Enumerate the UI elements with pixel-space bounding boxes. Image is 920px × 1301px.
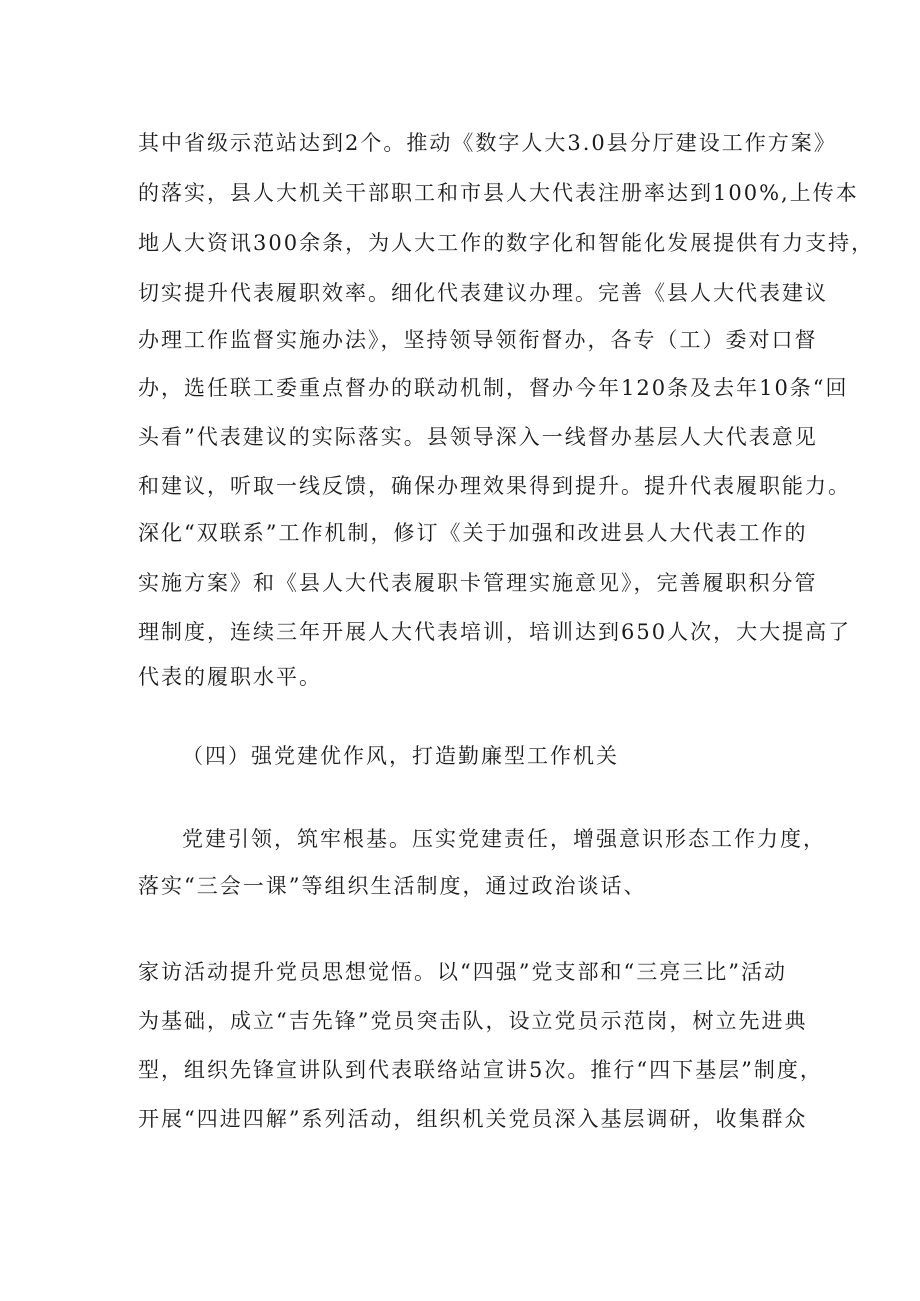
section-heading: （四）强党建优作风，打造勤廉型工作机关 bbox=[182, 744, 619, 768]
paragraph-line: 地人大资讯300余条，为人大工作的数字化和智能化发展提供有力支持， bbox=[138, 231, 875, 255]
paragraph-line: 代表的履职水平。 bbox=[138, 665, 322, 689]
paragraph-line: 党建引领，筑牢根基。压实党建责任，增强意识形态工作力度， bbox=[182, 827, 826, 851]
paragraph-line: 和建议，听取一线反馈，确保办理效果得到提升。提升代表履职能力。 bbox=[138, 474, 851, 498]
paragraph-line: 理制度，连续三年开展人大代表培训，培训达到650人次，大大提高了 bbox=[138, 620, 852, 644]
paragraph-line: 的落实，县人大机关干部职工和市县人大代表注册率达到100%,上传本 bbox=[138, 181, 859, 205]
paragraph-line: 深化“双联系”工作机制，修订《关于加强和改进县人大代表工作的 bbox=[138, 521, 808, 545]
paragraph-line: 家访活动提升党员思想觉悟。以“四强”党支部和“三亮三比”活动 bbox=[138, 960, 787, 984]
paragraph-line: 办理工作监督实施办法》，坚持领导领衔督办，各专（工）委对口督 bbox=[138, 328, 818, 352]
paragraph-line: 实施方案》和《县人大代表履职卡管理实施意见》，完善履职积分管 bbox=[138, 571, 818, 595]
paragraph-line: 切实提升代表履职效率。细化代表建议办理。完善《县人大代表建议 bbox=[138, 281, 828, 305]
paragraph-line: 头看”代表建议的实际落实。县领导深入一线督办基层人大代表意见 bbox=[138, 425, 818, 449]
paragraph-line: 办，选任联工委重点督办的联动机制，督办今年120条及去年10条“回 bbox=[138, 376, 849, 400]
paragraph-line: 为基础，成立“吉先锋”党员突击队，设立党员示范岗，树立先进典 bbox=[138, 1009, 808, 1033]
paragraph-line: 其中省级示范站达到2个。推动《数字人大3.0县分厅建设工作方案》 bbox=[138, 131, 837, 155]
paragraph-line: 型，组织先锋宣讲队到代表联络站宣讲5次。推行“四下基层”制度， bbox=[138, 1058, 823, 1082]
paragraph-line: 落实“三会一课”等组织生活制度，通过政治谈话、 bbox=[138, 874, 647, 898]
paragraph-line: 开展“四进四解”系列活动，组织机关党员深入基层调研，收集群众 bbox=[138, 1107, 808, 1131]
